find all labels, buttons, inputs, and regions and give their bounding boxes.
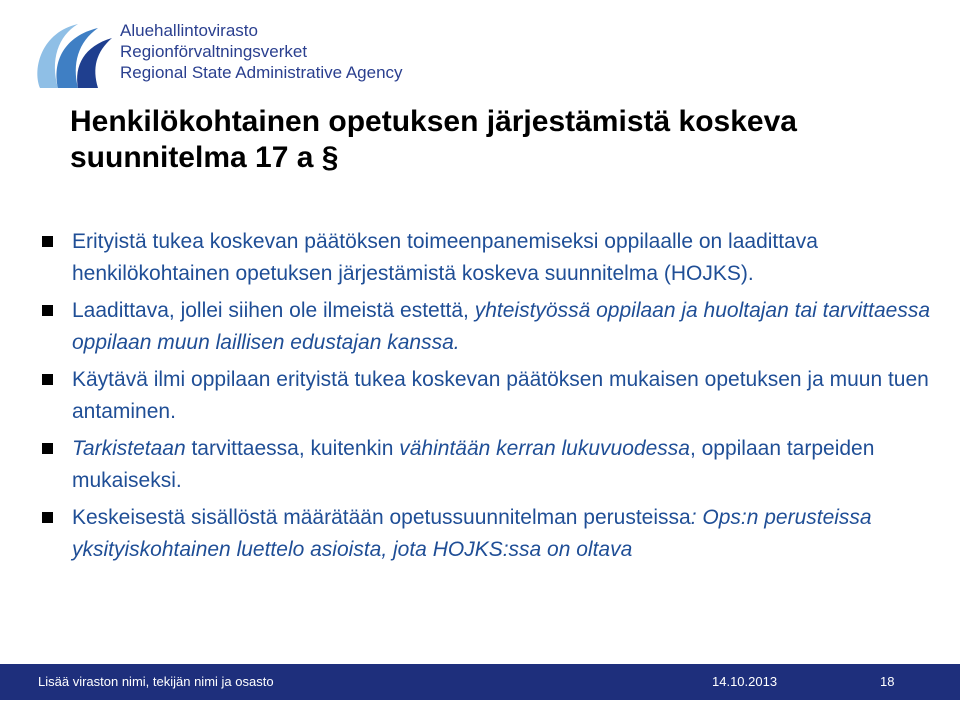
agency-name [120, 20, 403, 83]
bullet-item [42, 295, 942, 359]
agency-name-fi: Aluehallintovirasto [120, 21, 258, 40]
bullet-square-icon [42, 305, 53, 316]
footer-agency-author: Lisää viraston nimi, tekijän nimi ja osasto [38, 674, 274, 689]
bullet-text-italic: Tarkistetaan [72, 437, 186, 460]
bullet-text: Laadittava, jollei siihen ole ilmeistä estettä, [72, 299, 475, 322]
bullet-text: Erityistä tukea koskevan päätöksen toimeenpanemiseksi oppilaalle on laadittava henkilökohtainen opetuksen järjestämistä koskeva suunnitelma (HOJKS). [72, 230, 818, 285]
bullet-text: , oppilaan tarpeiden mukaiseksi. [72, 437, 875, 492]
agency-logo [28, 18, 403, 100]
bullet-square-icon [42, 512, 53, 523]
agency-name-en: Regional State Administrative Agency [120, 63, 403, 82]
bullet-text: Keskeisestä sisällöstä määrätään opetussuunnitelman perusteissa [72, 506, 691, 529]
bullet-square-icon [42, 374, 53, 385]
agency-name-sv: Regionförvaltningsverket [120, 42, 308, 61]
bullet-item [42, 226, 942, 290]
slide-title-line1: Henkilökohtainen opetuksen järjestämistä koskeva [70, 105, 797, 138]
bullet-text-italic: vähintään kerran lukuvuodessa [399, 437, 690, 460]
bullet-text-italic: yhteistyössä oppilaan ja huoltajan tai tarvittaessa oppilaan muun laillisen edustajan kanssa. [72, 299, 931, 354]
bullet-list [42, 226, 942, 571]
slide-footer [0, 664, 960, 700]
bullet-item [42, 364, 942, 428]
bullet-text-italic: : Ops:n perusteissa yksityiskohtainen luettelo asioista, jota HOJKS:ssa on oltava [72, 506, 872, 561]
footer-page-number: 18 [880, 674, 895, 689]
bullet-text: tarvittaessa, kuitenkin [185, 437, 400, 460]
agency-emblem-icon [28, 18, 118, 98]
bullet-square-icon [42, 236, 53, 247]
bullet-item [42, 433, 942, 497]
bullet-item [42, 502, 942, 566]
footer-date: 14.10.2013 [712, 674, 778, 689]
bullet-square-icon [42, 443, 53, 454]
slide-title [70, 104, 930, 176]
slide-title-line2: suunnitelma 17 a § [70, 141, 339, 174]
bullet-text: Käytävä ilmi oppilaan erityistä tukea koskevan päätöksen mukaisen opetuksen ja muun tuen antaminen. [72, 368, 929, 423]
